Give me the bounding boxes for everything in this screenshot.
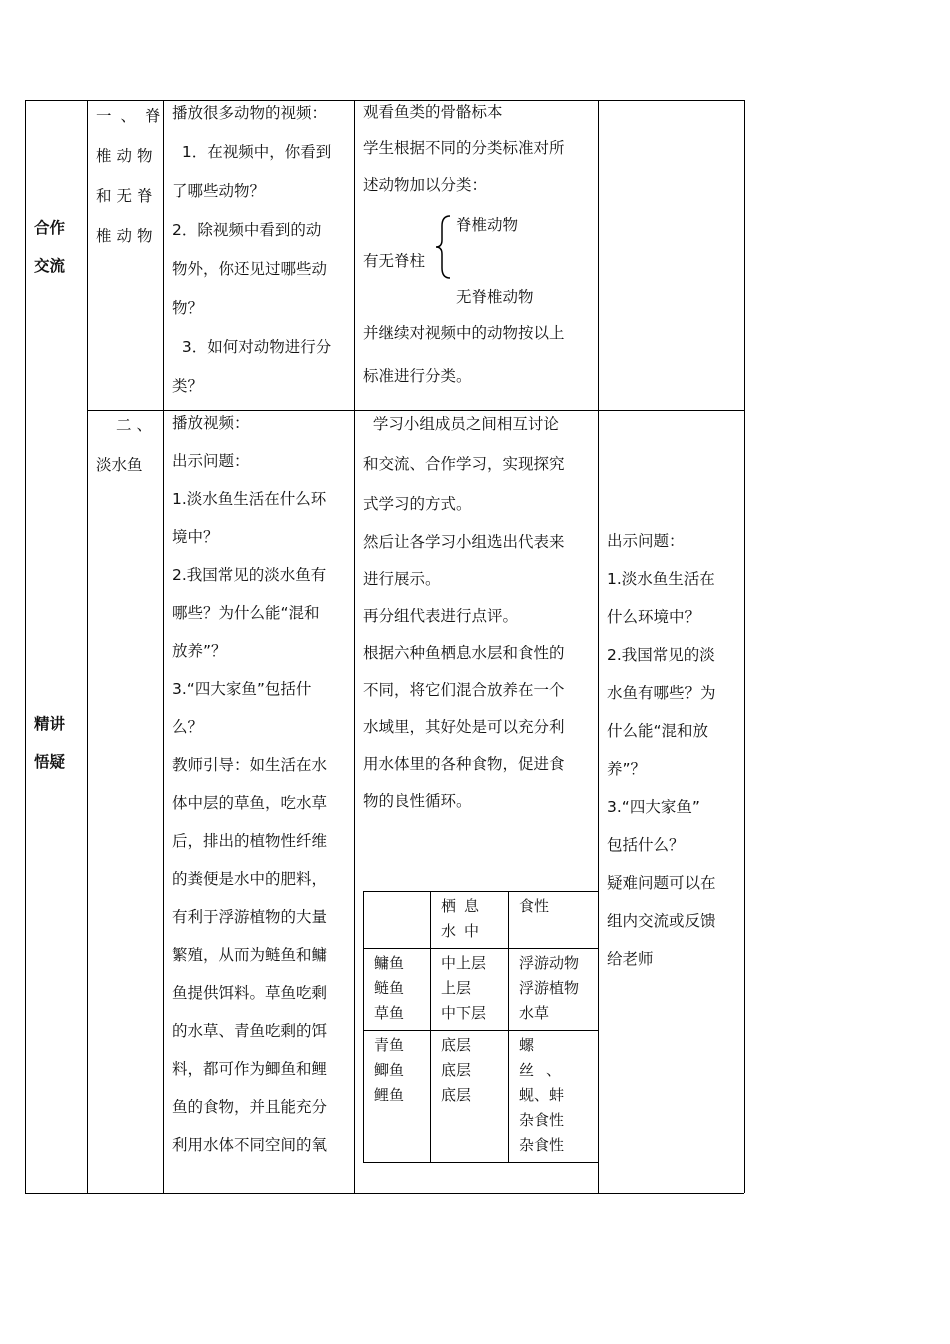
stage-label-2: 精讲 悟疑 (34, 715, 66, 771)
table-row (364, 892, 599, 949)
table-header-cell (364, 892, 431, 949)
student-activity-1-cont: 并继续对视频中的动物按以上 标准进行分类。 (363, 324, 565, 385)
fish-names-cell: 鳙鱼 鲢鱼 草鱼 (364, 949, 431, 1031)
classification-root-label: 有无脊柱 (363, 252, 426, 270)
column-divider-1 (87, 100, 88, 1193)
layer-cell: 底层 底层 底层 (431, 1031, 509, 1163)
table-border-bottom (25, 1193, 744, 1194)
layer-cell: 中上层 上层 中下层 (431, 949, 509, 1031)
fish-names-cell: 青鱼 鲫鱼 鲤鱼 (364, 1031, 431, 1163)
brace-icon (434, 214, 454, 280)
teacher-activity-1: 播放很多动物的视频： 1．在视频中，你看到 了哪些动物？ 2．除视频中看到的动 物外，你还见过哪些动 物？ 3．如何对动物进行分 类？ (172, 104, 332, 395)
column-divider-3 (354, 100, 355, 1193)
column-divider-2 (163, 100, 164, 1193)
teacher-notes-2: 出示问题： 1.淡水鱼生活在 什么环境中？ 2.我国常见的淡 水鱼有哪些？为 什么能“混和放 养”？ 3.“四大家鱼” 包括什么？ 疑难问题可以在 组内交流或反馈 给老师 (607, 532, 716, 968)
topic-cell-1: 一、脊 椎动物 和无脊 椎动物 (96, 107, 170, 245)
table-row (364, 949, 599, 1031)
classification-bottom-label: 无脊椎动物 (456, 288, 534, 306)
fish-habitat-table (363, 891, 599, 1163)
topic-cell-2: 二、 淡水鱼 (96, 416, 158, 474)
diet-cell: 浮游动物 浮游植物 水草 (509, 949, 599, 1031)
classification-top-label: 脊椎动物 (456, 216, 519, 234)
table-border-left (25, 100, 26, 1193)
table-header-cell: 栖息水中 (431, 892, 509, 949)
teacher-activity-2: 播放视频： 出示问题： 1.淡水鱼生活在什么环 境中？ 2.我国常见的淡水鱼有 哪些？为什么能“混和 放养”？ 3.“四大家鱼”包括什 么？ 教师引导：如生活在水 体中层的草鱼，吃水草 后，排出的植物性纤维 的粪便是水中的肥料， 有利于浮游植物的大量 繁殖，从而为鲢鱼和鳙 鱼提供饵料。草鱼吃剩 的水草、青鱼吃剩的饵 料，都可作为鲫鱼和鲤 鱼的食物，并且能充分 利用水体不同空间的氧 (172, 414, 328, 1154)
table-row (364, 1031, 599, 1163)
student-activity-2: 学习小组成员之间相互讨论 和交流、合作学习，实现探究 式学习的方式。 然后让各学习小组选出代表来 进行展示。 再分组代表进行点评。 根据六种鱼栖息水层和食性的 不同，将它们混合放养在一个 水域里，其好处是可以充分利 用水体里的各种食物，促进食 物的良性循环。 (363, 415, 565, 810)
table-border-right (744, 100, 745, 1193)
table-header-cell: 食性 (509, 892, 599, 949)
student-activity-1: 观看鱼类的骨骼标本 学生根据不同的分类标准对所 述动物加以分类： (363, 103, 565, 194)
stage-label-1: 合作 交流 (34, 219, 66, 275)
diet-cell: 螺丝、 蚬、蚌 杂食性 杂食性 (509, 1031, 599, 1163)
